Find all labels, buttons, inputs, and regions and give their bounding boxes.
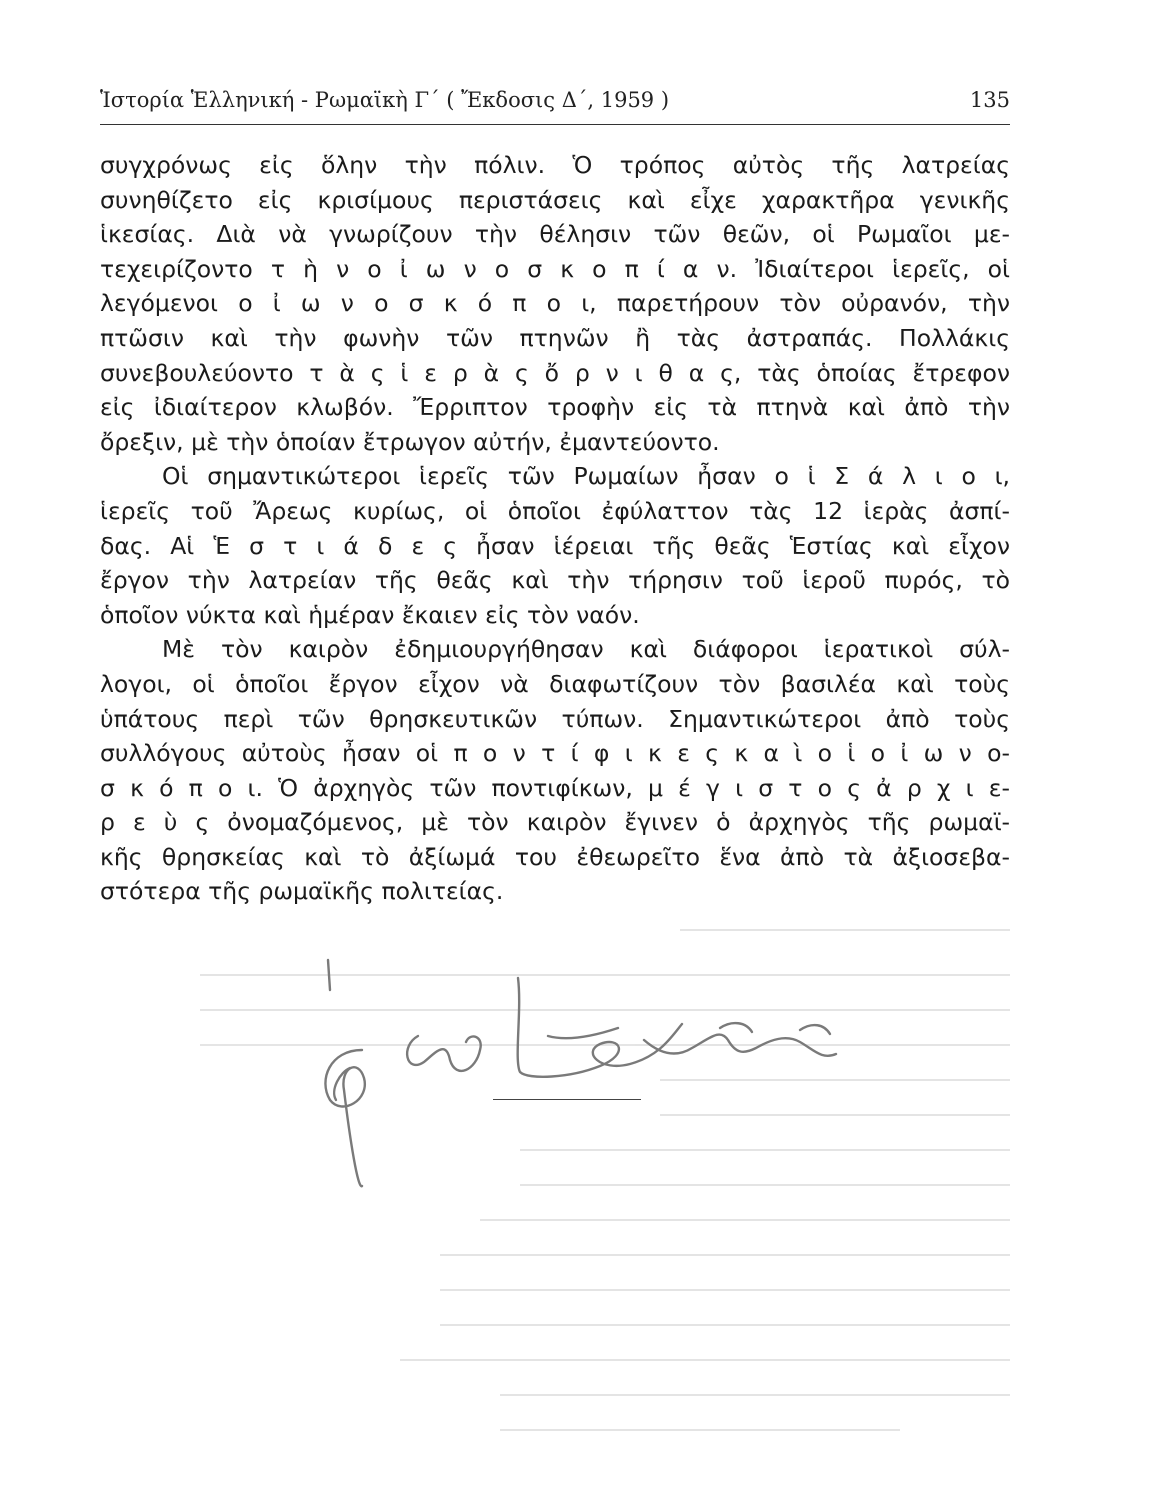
text-line: πτῶσιν καὶ τὴν φωνὴν τῶν πτηνῶν ἢ τὰς ἀστραπάς. Πολλάκις [100, 323, 1010, 352]
text-line: ἱκεσίας. Διὰ νὰ γνωρίζουν τὴν θέλησιν τῶν θεῶν, οἱ Ρωμαῖοι με- [100, 220, 1010, 249]
text-line: ἔργον τὴν λατρείαν τῆς θεᾶς καὶ τὴν τήρησιν τοῦ ἱεροῦ πυρός, τὸ [100, 566, 1010, 595]
text-line: Μὲ τὸν καιρὸν ἐδημιουργήθησαν καὶ διάφοροι ἱερατικοὶ σύλ- [162, 635, 1010, 664]
body-text [100, 148, 1010, 909]
text-line: ὁποῖον νύκτα καὶ ἡμέραν ἔκαιεν εἰς τὸν ναόν. [100, 600, 640, 629]
text-line: δας. Αἱ Ἑ σ τ ι ά δ ε ς ἦσαν ἱέρειαι τῆς θεᾶς Ἑστίας καὶ εἶχον [100, 531, 1010, 560]
text-line: ρ ε ὺ ς ὀνομαζόμενος, μὲ τὸν καιρὸν ἔγινεν ὁ ἀρχηγὸς τῆς ρωμαϊ- [100, 808, 1010, 837]
running-head [100, 88, 1010, 118]
running-head-title: Ἱστορία Ἑλληνική - Ρωμαϊκὴ Γ΄ ( Ἔκδοσις Δ΄, 1959 ) [100, 88, 670, 112]
text-line: Οἱ σημαντικώτεροι ἱερεῖς τῶν Ρωμαίων ἦσαν ο ἱ Σ ά λ ι ο ι, [162, 462, 1010, 491]
text-line: συγχρόνως εἰς ὅλην τὴν πόλιν. Ὁ τρόπος αὐτὸς τῆς λατρείας [100, 151, 1010, 179]
text-line: εἰς ἰδιαίτερον κλωβόν. Ἔρριπτον τροφὴν εἰς τὰ πτηνὰ καὶ ἀπὸ τὴν [100, 393, 1010, 422]
header-rule [100, 124, 1010, 125]
text-line: συνηθίζετο εἰς κρισίμους περιστάσεις καὶ εἶχε χαρακτῆρα γενικῆς [100, 185, 1010, 214]
text-line: ὄρεξιν, μὲ τὴν ὁποίαν ἔτρωγον αὐτήν, ἐμαντεύοντο. [100, 427, 720, 456]
text-line: κῆς θρησκείας καὶ τὸ ἀξίωμά του ἐθεωρεῖτο ἕνα ἀπὸ τὰ ἀξιοσεβα- [100, 842, 1010, 871]
text-line: σ κ ό π ο ι. Ὁ ἀρχηγὸς τῶν ποντιφίκων, μ έ γ ι σ τ ο ς ἀ ρ χ ι ε- [100, 773, 1010, 802]
end-rule [493, 1099, 641, 1100]
text-line: λογοι, οἱ ὁποῖοι ἔργον εἶχον νὰ διαφωτίζουν τὸν βασιλέα καὶ τοὺς [100, 669, 1010, 698]
text-line: ἱερεῖς τοῦ Ἄρεως κυρίως, οἱ ὁποῖοι ἐφύλαττον τὰς 12 ἱερὰς ἀσπί- [100, 496, 1010, 525]
text-line: τεχειρίζοντο τ ὴ ν ο ἰ ω ν ο σ κ ο π ί α ν. Ἰδιαίτεροι ἱερεῖς, οἱ [100, 254, 1010, 283]
text-line: συλλόγους αὐτοὺς ἦσαν οἱ π ο ν τ ί φ ι κ ε ς κ α ὶ ο ἱ ο ἰ ω ν ο- [100, 739, 1010, 768]
handwritten-signature [300, 950, 860, 1190]
text-line: λεγόμενοι ο ἰ ω ν ο σ κ ό π ο ι, παρετήρουν τὸν οὐρανόν, τὴν [100, 289, 1010, 318]
page-number: 135 [969, 88, 1010, 112]
text-line: συνεβουλεύοντο τ ὰ ς ἱ ε ρ ὰ ς ὄ ρ ν ι θ α ς, τὰς ὁποίας ἔτρεφον [100, 358, 1010, 387]
text-line: ὑπάτους περὶ τῶν θρησκευτικῶν τύπων. Σημαντικώτεροι ἀπὸ τοὺς [100, 704, 1010, 733]
text-line: στότερα τῆς ρωμαϊκῆς πολιτείας. [100, 877, 504, 906]
